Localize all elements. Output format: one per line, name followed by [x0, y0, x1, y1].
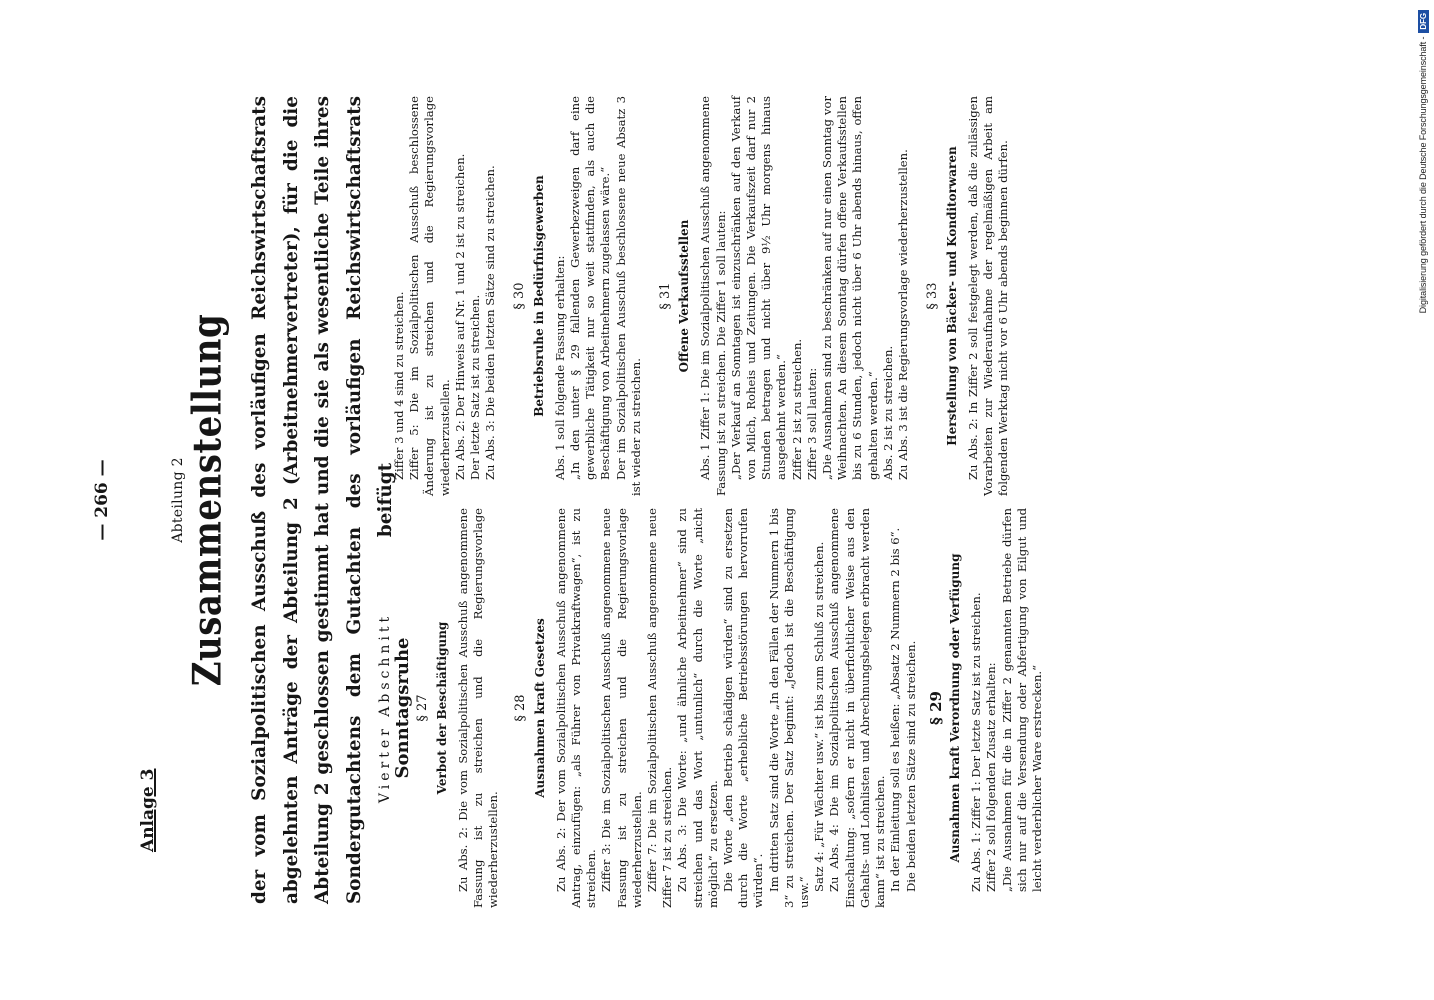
paragraph-33-subtitle: Herstellung von Bäcker- und Konditorwaren — [944, 146, 959, 446]
text-block: In der Einleitung soll es heißen: „Absatz 2 Nummern 2 bis 6“. — [888, 527, 903, 892]
paragraph-33-heading: § 33 — [925, 282, 941, 310]
quoted-text: „Der Verkauf an Sonntagen ist einzuschränken auf den Verkauf von Milch, Roheis und Zeitungen. Die Verkaufszeit darf nur 2 Stunden betragen und nicht über 9½ Uhr morgens hinaus ausgedehnt werden.“ — [728, 96, 789, 480]
abteilung-label: Abteilung 2 — [170, 457, 186, 543]
paragraph-31-subtitle: Offene Verkaufsstellen — [677, 219, 692, 373]
paragraph-31-heading: § 31 — [658, 282, 674, 310]
left-column — [370, 508, 1045, 908]
text-block: Satz 4: „Für Wächter usw.“ ist bis zum Schluß zu streichen. — [812, 541, 827, 892]
text-block: Zu Abs. 2: Der Hinweis auf Nr. 1 und 2 ist zu streichen. — [452, 153, 467, 480]
document-title: Zusammenstellung — [185, 313, 231, 687]
section-heading: Vierter Abschnitt — [377, 612, 393, 804]
quoted-text: „In den unter § 29 fallenden Gewerbezweigen darf eine gewerbliche Tätigkeit nur so weit stattfinden, als auch die Beschäftigung von Arbeitnehmern zugelassen wäre.“ — [568, 96, 613, 480]
text-block: Im dritten Satz sind die Worte „In den Fällen der Nummern 1 bis 3“ zu streichen. Der Satz beginnt: „Jedoch ist die Beschäftigung usw.“ — [766, 508, 812, 908]
text-block: Zu Abs. 2: Die vom Sozialpolitischen Ausschuß angenommene Fassung ist zu streichen und die Regierungsvorlage wiederherzustellen. — [455, 508, 501, 908]
page-number: — 266 — — [92, 459, 112, 541]
text-block: Ziffer 2 soll folgenden Zusatz erhalten: — [984, 662, 999, 892]
text-block: Zu Abs. 2: In Ziffer 2 soll festgelegt werden, daß die zulässigen Vorarbeiten zur Wiederaufnahme der regelmäßigen Arbeit am folgenden Werktag nicht vor 6 Uhr abends beginnen dürfen. — [965, 96, 1011, 496]
text-block: Ziffer 3: Die im Sozialpolitischen Ausschuß angenommene neue Fassung ist zu streichen und die Regierungsvorlage wiederherzustellen. — [599, 508, 644, 908]
text-block: Der letzte Satz ist zu streichen. — [468, 294, 483, 480]
right-column — [370, 96, 1011, 496]
text-block: Abs. 1 Ziffer 1: Die im Sozialpolitischen Ausschuß angenommene Fassung ist zu streichen. Die Ziffer 1 soll lauten: — [698, 96, 728, 496]
document-subtitle: der vom Sozialpolitischen Ausschuß des vorläufigen Reichswirtschaftsrats abgelehnten Anträge der Abteilung 2 (Arbeitnehmervertreter), für die die Abteilung 2 geschlossen gestimmt hat und die sie als wesentliche Teile ihres Sondergutachtens dem Gutachten des vorläufigen Reichswirtschaftsrats beifügt — [249, 96, 396, 904]
digitization-note — [1412, 10, 1434, 990]
text-block: Abs. 1 soll folgende Fassung erhalten: — [552, 255, 567, 480]
paragraph-29-heading: § 29 — [926, 691, 945, 725]
text-block: Zu Abs. 1: Ziffer 1: Der letzte Satz ist zu streichen. — [969, 592, 984, 892]
quoted-text: „Die Ausnahmen sind zu beschränken auf nur einen Sonntag vor Weihnachten. An diesem Sonntag dürfen offene Verkaufsstellen bis zu 6 Stunden, jedoch nicht über 6 Uhr abends hinaus, offen gehalten werden.“ — [820, 96, 880, 480]
quoted-text: „Die Ausnahmen für die in Ziffer 2 genannten Betriebe dürfen sich nur auf die Versendung oder Abfertigung von Eilgut und leicht verderblicher Ware erstrecken.“ — [999, 508, 1044, 892]
text-block: Die Worte „den Betrieb schädigen würden“ sind zu ersetzen durch die Worte „erhebliche Betriebsstörungen hervorrufen würden“. — [721, 508, 766, 908]
digitization-text: Digitalisierung gefördert durch die Deutsche Forschungsgemeinschaft - — [1418, 36, 1428, 314]
text-block: Der im Sozialpolitischen Ausschuß beschlossene neue Absatz 3 ist wieder zu streichen. — [613, 96, 643, 496]
paragraph-29-subtitle: Ausnahmen kraft Verordnung oder Verfügung — [947, 553, 962, 863]
text-block: Die beiden letzten Sätze sind zu streichen. — [903, 640, 918, 892]
text-block: Ziffer 5: Die im Sozialpolitischen Ausschuß beschlossene Änderung ist zu streichen und die Regierungsvorlage wiederherzustellen. — [407, 96, 452, 496]
text-block: Abs. 2 ist zu streichen. — [880, 345, 895, 480]
text-block: Ziffer 3 und 4 sind zu streichen. — [392, 291, 406, 480]
paragraph-28-heading: § 28 — [513, 694, 529, 722]
paragraph-27-subtitle: Verbot der Beschäftigung — [434, 621, 449, 795]
text-block: Ziffer 3 soll lauten: — [804, 367, 819, 480]
paragraph-30-subtitle: Betriebsruhe in Bedürfnisgewerben — [531, 175, 546, 417]
text-block: Zu Abs. 3 ist die Regierungsvorlage wiederherzustellen. — [896, 149, 911, 480]
paragraph-30-heading: § 30 — [512, 282, 528, 310]
text-block: Zu Abs. 2: Der vom Sozialpolitischen Ausschuß angenommene Antrag, einzufügen: „als Führer von Privatkraftwagen“, ist zu streichen. — [553, 508, 599, 908]
paragraph-27-heading: § 27 — [415, 694, 431, 722]
text-block: Zu Abs. 3: Die beiden letzten Sätze sind zu streichen. — [483, 165, 498, 480]
text-block: Zu Abs. 4: Die im Sozialpolitischen Ausschuß angenommene Einschaltung: „sofern er nicht in überfichtlicher Weise aus den Gehalts- und Lohnlisten und Abrechnungsbelegen erbracht werden kann“ ist zu streichen. — [827, 508, 888, 908]
paragraph-28-subtitle: Ausnahmen kraft Gesetzes — [532, 618, 547, 798]
anlage-label: Anlage 3 — [138, 768, 158, 852]
text-block: Zu Abs. 3: Die Worte: „und ähnliche Arbeitnehmer“ sind zu streichen und das Wort „untunlich“ durch die Worte „nicht möglich“ zu ersetzen. — [675, 508, 720, 908]
text-block: Ziffer 2 ist zu streichen. — [789, 338, 804, 480]
section-title: Sonntagsruhe — [392, 637, 414, 779]
text-block: Ziffer 7: Die im Sozialpolitischen Ausschuß angenommene neue Ziffer 7 ist zu streichen. — [645, 508, 675, 908]
dfg-logo: DFG — [1418, 10, 1429, 33]
